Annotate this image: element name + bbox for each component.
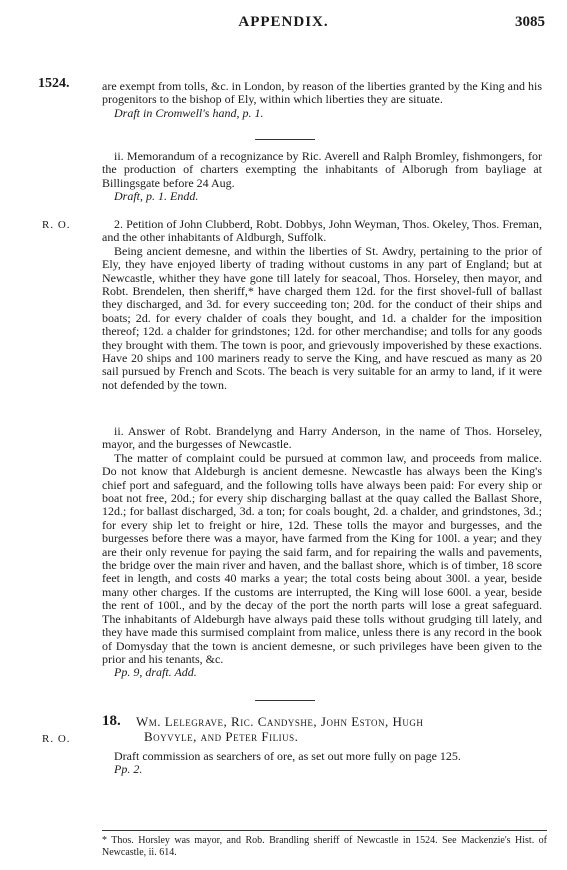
petition-body: Being ancient demesne, and within the liberties of St. Awdry, pertaining to the prior of Ely, they have enjoyed liberty of trading without customs in any part of England; but at Newcastle, whither they have gone till lately for seacoal, Thos. Horseley, then mayor, and Robt. Brendelen, then sheriff,* have charged them 12d. for the first shovel-full of ballast they discharged, and 3d. for every succeeding ton; 20d. for the conduct of their ships and boats; 2d. for every chalder of coals they bought, and 1d. a chalder for the imposition thereof; 12d. a chalder for grindstones; 12d. for other merchandise; and tolls for any goods they brought with them. The town is poor, and grievously impoverished by these exactions. Have 20 ships and 100 mariners ready to serve the King, and have rescued as many as 20 sail pursued by French and Scots. The beach is very suitable for an army to land, if it were not defended by the town. [102, 243, 542, 392]
memorandum-text: ii. Memorandum of a recognizance by Ric. Averell and Ralph Bromley, fishmongers, for the production of charters exempting the inhabitants of Alborugh from bayliage at Billingsgate before 24 Aug. [102, 149, 542, 190]
answer-draft-note: Pp. 9, draft. Add. [114, 665, 197, 680]
names-line-2: Boyvyle, and Peter Filius. [144, 729, 299, 744]
entry-ii-answer [102, 425, 542, 680]
margin-reference: R. O. [42, 733, 71, 745]
entry-continued-text: are exempt from tolls, &c. in London, by reason of the liberties granted by the King and his progenitors to the bishop of Ely, within which liberties they are situate. [102, 79, 542, 107]
entry-continued-draft-note: Draft in Cromwell's hand, p. 1. [114, 105, 264, 120]
entry-18-draft-note: Pp. 2. [114, 762, 143, 777]
entry-18-body [102, 750, 542, 777]
margin-reference: R. O. [42, 219, 71, 231]
page-header-title: APPENDIX. [238, 14, 329, 30]
divider [255, 139, 315, 140]
divider [255, 700, 315, 701]
footnote-rule [102, 830, 547, 831]
entry-18-text: Draft commission as searchers of ore, as set out more fully on page 125. [114, 749, 461, 763]
year-marker: 1524. [38, 76, 70, 91]
page-number: 3085 [515, 14, 545, 30]
petition-heading: 2. Petition of John Clubberd, Robt. Dobbys, John Weyman, Thos. Okeley, Thos. Freman, and the other inhabitants of Aldburgh, Suffolk. [102, 217, 542, 245]
entry-ii-memorandum [102, 150, 542, 204]
entry-continued [102, 80, 542, 120]
answer-body: The matter of complaint could be pursued at common law, and proceeds from malice. Do not know that Aldeburgh is ancient demesne. Newcastle has always been the King's chief port and safeguard, and the following tolls have always been paid: For every ship or boat not free, 20d.; for every ship discharging ballast at the quay called the Ballast Shore, 12d.; for ballast discharged, 3d. a ton; for coals bought, 2d. a chalder, and grindstones, 3d.; for every ship let to freight or hire, 12d. These tolls the mayor and burgesses, and the burgesses before there was a mayor, have farmed from the King for 100l. a year; and they are their only revenue for paying the said farm, and for repairing the walls and pavements, the bridge over the main river and haven, and the ballast shore, which is of timber, 18 score feet in length, and costs 40 marks a year; the total costs being about 300l. a year, beside many other charges. If the customs are interrupted, the King will lose 600l. a year, beside the rent of 100l., and by the decay of the port the north parts will lose a great safeguard. The inhabitants of Aldeburgh have always paid these tolls without grudging till lately, and they have made this surmised complaint from malice, unless there is any record in the book of Domysday that the town is ancient demesne, or such privileges have been given to the prior and his tenants, &c. [102, 450, 542, 666]
names-line-1: Wm. Lelegrave, Ric. Candyshe, John Eston, Hugh [136, 714, 424, 729]
footnote: * Thos. Horsley was mayor, and Rob. Brandling sheriff of Newcastle in 1524. See Mackenzie's Hist. of Newcastle, ii. 614. [102, 835, 547, 858]
entry-number: 18. [102, 713, 121, 729]
memorandum-draft-note: Draft, p. 1. Endd. [114, 189, 199, 204]
answer-heading: ii. Answer of Robt. Brandelyng and Harry Anderson, in the name of Thos. Horseley, mayor, and the burgesses of Newcastle. [102, 424, 542, 452]
entry-2-petition [102, 218, 542, 392]
entry-18-names [136, 714, 542, 744]
